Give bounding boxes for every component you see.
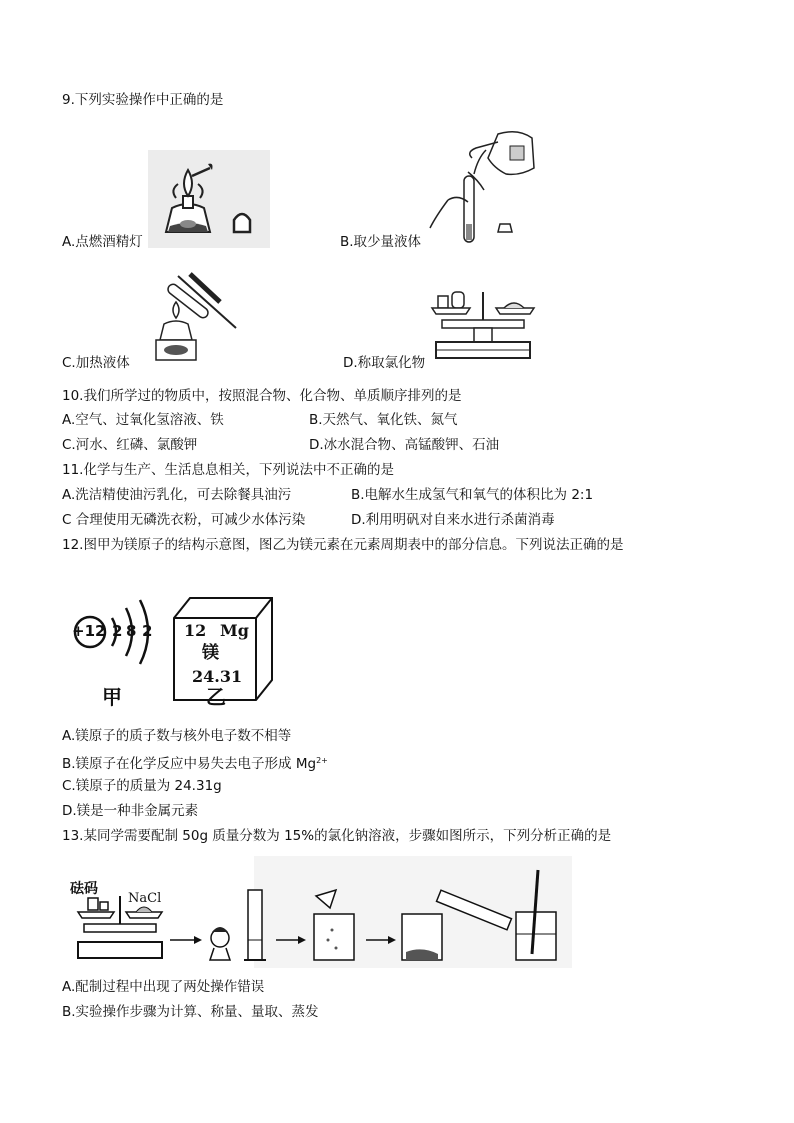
atom-structure-diagram xyxy=(66,578,286,712)
atomic-mass: 24.31 xyxy=(192,667,243,686)
q11-option-b: B.电解水生成氢气和氧气的体积比为 2:1 xyxy=(351,487,594,503)
q11-option-a: A.洗洁精使油污乳化，可去除餐具油污 xyxy=(62,487,292,503)
q12-option-b xyxy=(62,752,328,773)
preparation-steps-diagram xyxy=(64,856,572,968)
shell-3-count: 2 xyxy=(142,622,153,640)
nucleus-charge: +12 xyxy=(72,622,106,640)
q10-option-c: C.河水、红磷、氯酸钾 xyxy=(62,437,198,453)
q12-option-b-text: B.镁原子在化学反应中易失去电子形成 Mg xyxy=(62,756,317,772)
label-yi: 乙 xyxy=(206,685,226,709)
shell-1-count: 2 xyxy=(112,622,123,640)
q9-option-a: A.点燃酒精灯 xyxy=(62,234,143,250)
shell-2-count: 8 xyxy=(126,622,137,640)
atomic-number: 12 xyxy=(184,621,207,640)
heat-liquid-figure xyxy=(150,272,242,364)
weights-label: 砝码 xyxy=(70,881,98,897)
q9-stem: 9.下列实验操作中正确的是 xyxy=(62,92,224,108)
q10-option-d: D.冰水混合物、高锰酸钾、石油 xyxy=(309,437,500,453)
element-symbol: Mg xyxy=(220,621,249,640)
q12-option-d: D.镁是一种非金属元素 xyxy=(62,803,199,819)
q9-option-d: D.称取氯化物 xyxy=(343,355,426,371)
q10-option-a: A.空气、过氧化氢溶液、铁 xyxy=(62,412,224,428)
balance-figure xyxy=(428,288,538,362)
q13-option-a: A.配制过程中出现了两处操作错误 xyxy=(62,979,265,995)
q11-stem: 11.化学与生产、生活息息相关，下列说法中不正确的是 xyxy=(62,462,394,478)
q13-option-b: B.实验操作步骤为计算、称量、量取、蒸发 xyxy=(62,1004,319,1020)
magnesium-figure xyxy=(66,578,286,712)
q9-option-c: C.加热液体 xyxy=(62,355,130,371)
element-name: 镁 xyxy=(202,643,219,663)
ion-charge-superscript: 2+ xyxy=(316,756,328,765)
label-jia: 甲 xyxy=(102,685,122,709)
pour-liquid-figure xyxy=(428,128,550,246)
q9-option-b: B.取少量液体 xyxy=(340,234,422,250)
q11-option-c: C 合理使用无磷洗衣粉，可减少水体污染 xyxy=(62,512,306,528)
nacl-label: NaCl xyxy=(128,891,162,906)
alcohol-lamp-lighting-figure xyxy=(148,150,270,248)
q12-stem: 12.图甲为镁原子的结构示意图，图乙为镁元素在元素周期表中的部分信息。下列说法正确的是 xyxy=(62,537,624,553)
q11-option-d: D.利用明矾对自来水进行杀菌消毒 xyxy=(351,512,555,528)
q12-option-a: A.镁原子的质子数与核外电子数不相等 xyxy=(62,728,292,744)
q10-stem: 10.我们所学过的物质中，按照混合物、化合物、单质顺序排列的是 xyxy=(62,388,462,404)
q12-option-c: C.镁原子的质量为 24.31g xyxy=(62,778,222,794)
solution-preparation-figure xyxy=(64,856,572,968)
q13-stem: 13.某同学需要配制 50g 质量分数为 15%的氯化钠溶液，步骤如图所示，下列分析正确的是 xyxy=(62,828,612,844)
q10-option-b: B.天然气、氧化铁、氮气 xyxy=(309,412,458,428)
